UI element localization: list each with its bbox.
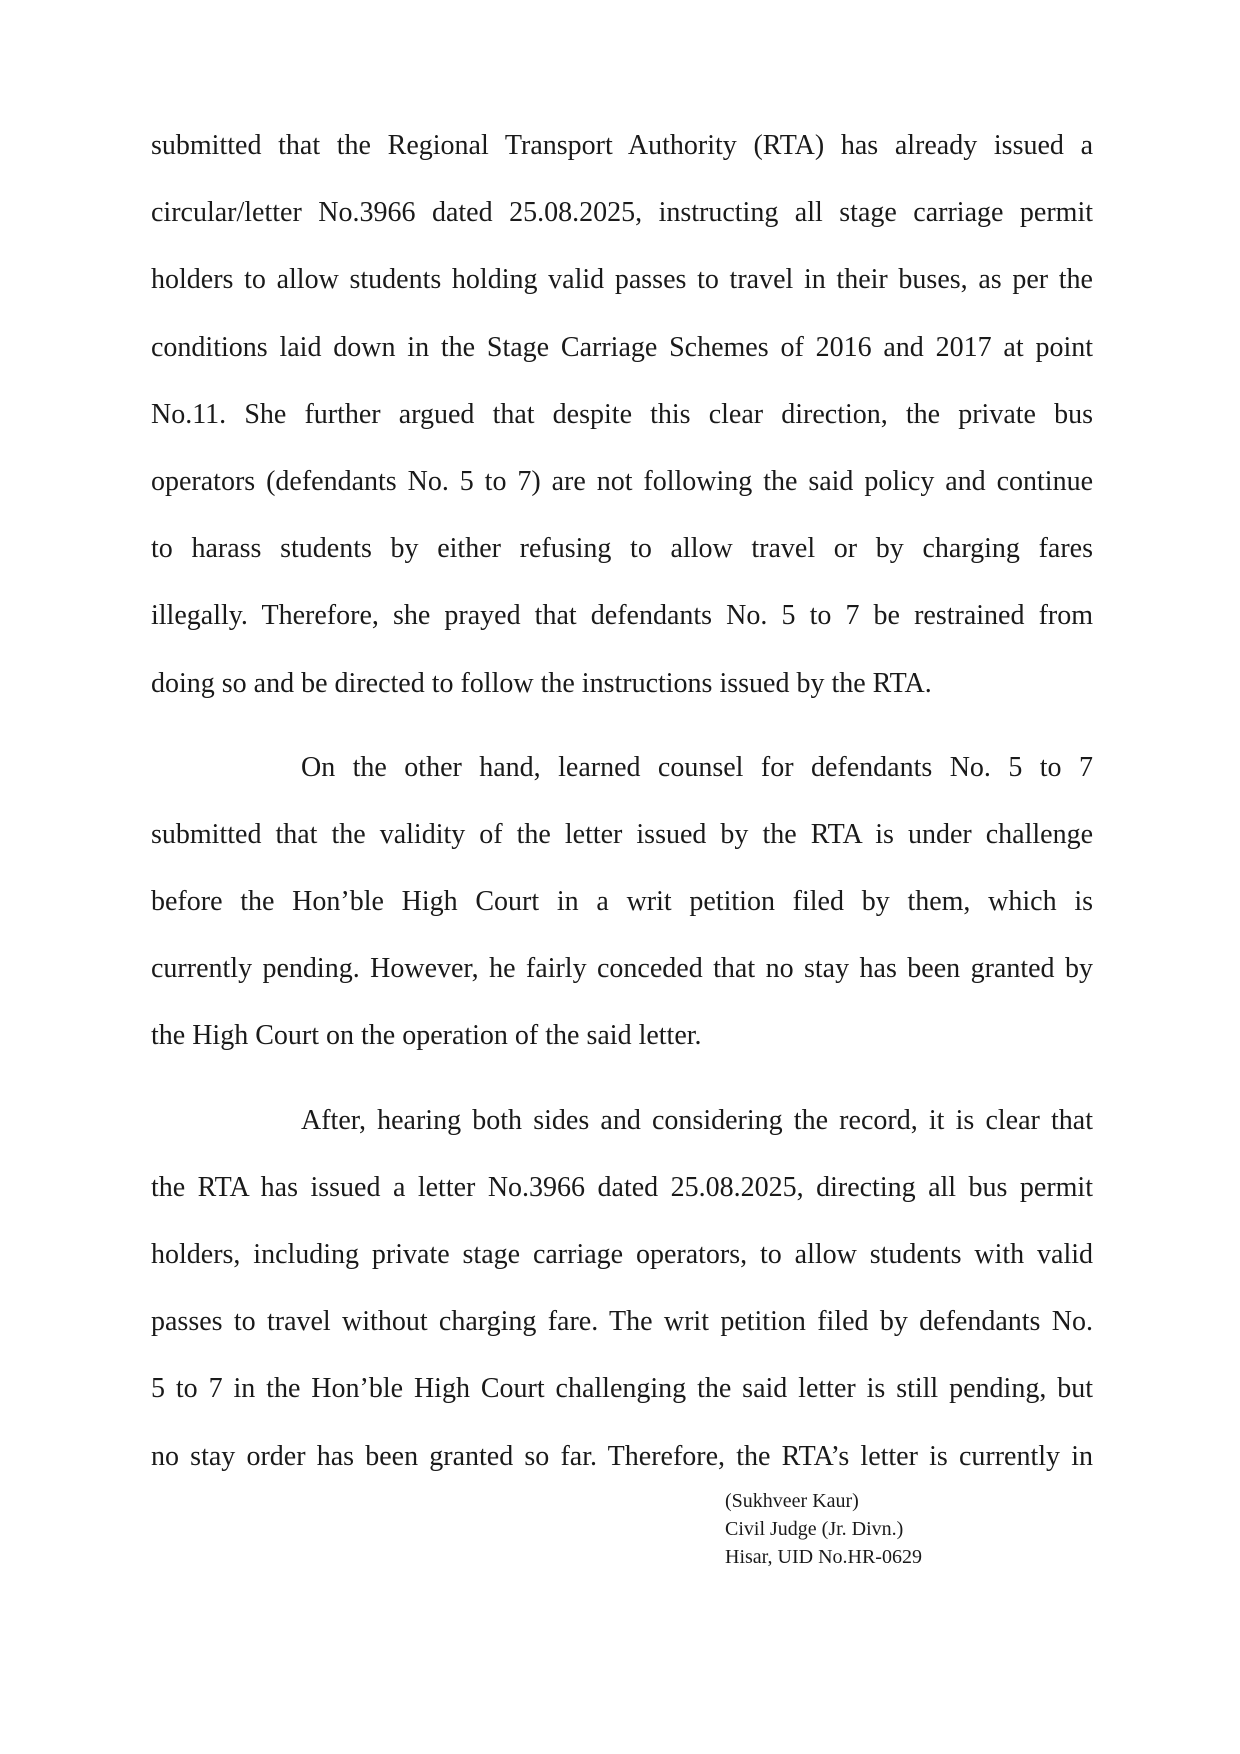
text-line: to harass students by either refusing to allow travel or by charging fares (151, 533, 1093, 565)
order-body (151, 112, 1093, 1490)
paragraph-submissions-plaintiff (151, 112, 1093, 717)
text-line: No.11. She further argued that despite this clear direction, the private bus (151, 398, 1093, 430)
signatory-place-uid: Hisar, UID No.HR-0629 (725, 1546, 922, 1568)
paragraph-findings (151, 1087, 1093, 1490)
text-line: no stay order has been granted so far. Therefore, the RTA’s letter is currently in (151, 1440, 1093, 1472)
paragraph-submissions-defendants (151, 734, 1093, 1070)
text-line: circular/letter No.3966 dated 25.08.2025, instructing all stage carriage permit (151, 197, 1093, 229)
text-line: On the other hand, learned counsel for defendants No. 5 to 7 (301, 751, 1093, 783)
text-line: holders to allow students holding valid passes to travel in their buses, as per the (151, 264, 1093, 296)
text-line: currently pending. However, he fairly conceded that no stay has been granted by (151, 953, 1093, 985)
text-line: submitted that the Regional Transport Authority (RTA) has already issued a (151, 130, 1093, 161)
text-line: illegally. Therefore, she prayed that defendants No. 5 to 7 be restrained from (151, 600, 1093, 632)
signatory-name: (Sukhveer Kaur) (725, 1490, 859, 1512)
text-line: passes to travel without charging fare. The writ petition filed by defendants No. (151, 1306, 1093, 1338)
signature-block (725, 1487, 922, 1571)
text-line: 5 to 7 in the Hon’ble High Court challenging the said letter is still pending, but (151, 1373, 1093, 1405)
text-line: doing so and be directed to follow the instructions issued by the RTA. (151, 667, 932, 699)
signatory-designation: Civil Judge (Jr. Divn.) (725, 1518, 904, 1540)
text-line: operators (defendants No. 5 to 7) are not following the said policy and continue (151, 465, 1093, 497)
text-line: the High Court on the operation of the said letter. (151, 1020, 702, 1052)
text-line: After, hearing both sides and considering the record, it is clear that (301, 1104, 1093, 1136)
text-line: before the Hon’ble High Court in a writ petition filed by them, which is (151, 886, 1093, 918)
paragraph-spacer (151, 717, 1093, 734)
text-line: submitted that the validity of the letter issued by the RTA is under challenge (151, 818, 1093, 850)
paragraph-spacer (151, 1070, 1093, 1087)
text-line: conditions laid down in the Stage Carriage Schemes of 2016 and 2017 at point (151, 331, 1093, 363)
text-line: the RTA has issued a letter No.3966 dated 25.08.2025, directing all bus permit (151, 1171, 1093, 1203)
text-line: holders, including private stage carriage operators, to allow students with valid (151, 1239, 1093, 1270)
